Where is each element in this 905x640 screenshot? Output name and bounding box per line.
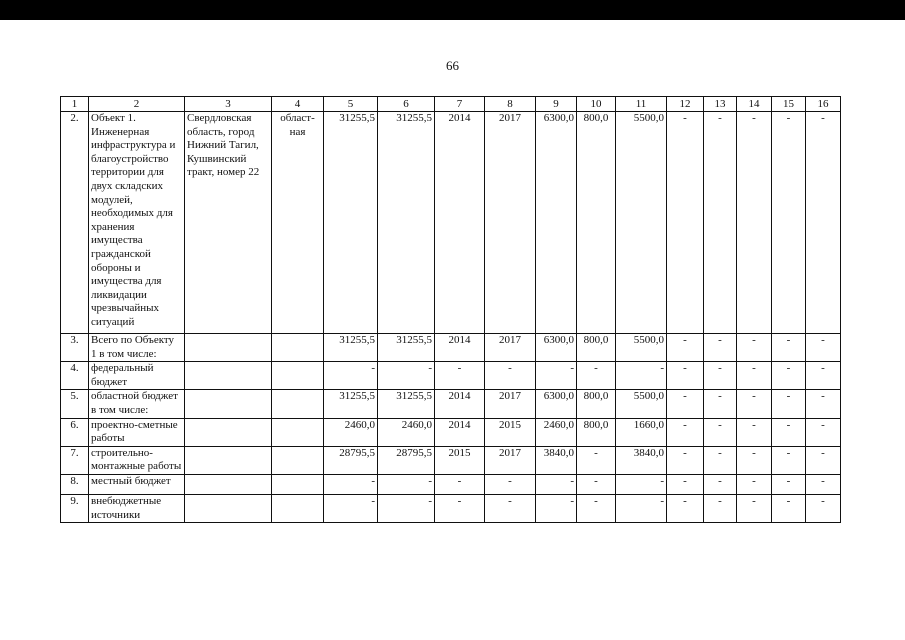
value-2017-cell: - xyxy=(667,362,704,390)
row-number-cell: 2. xyxy=(61,112,89,334)
column-header: 10 xyxy=(577,97,616,112)
value-2019-cell: - xyxy=(737,390,772,418)
budget-level-cell: област-ная xyxy=(272,112,324,334)
table-row xyxy=(61,390,841,418)
end-year-cell: 2015 xyxy=(485,418,536,446)
column-header: 15 xyxy=(772,97,806,112)
value-2015-cell: 800,0 xyxy=(577,390,616,418)
end-year-cell: 2017 xyxy=(485,334,536,362)
value-2020-cell: - xyxy=(772,112,806,334)
value-2014-cell: 6300,0 xyxy=(536,390,577,418)
row-number-cell: 8. xyxy=(61,474,89,494)
object-name-cell: внебюджетные источники xyxy=(89,494,185,522)
column-header: 9 xyxy=(536,97,577,112)
row-number-cell: 4. xyxy=(61,362,89,390)
value-2014-cell: 6300,0 xyxy=(536,334,577,362)
column-header: 7 xyxy=(435,97,485,112)
column-header: 14 xyxy=(737,97,772,112)
start-year-cell: 2014 xyxy=(435,390,485,418)
value-2015-cell: - xyxy=(577,362,616,390)
value-2017-cell: - xyxy=(667,446,704,474)
value-2020-cell: - xyxy=(772,474,806,494)
value-2017-cell: - xyxy=(667,474,704,494)
value-2019-cell: - xyxy=(737,362,772,390)
budget-level-cell xyxy=(272,390,324,418)
value-2014-cell: 2460,0 xyxy=(536,418,577,446)
value-2014-cell: 6300,0 xyxy=(536,112,577,334)
column-header: 12 xyxy=(667,97,704,112)
location-cell xyxy=(185,390,272,418)
value-2015-cell: - xyxy=(577,494,616,522)
value-2014-cell: - xyxy=(536,362,577,390)
column-header: 16 xyxy=(806,97,841,112)
value-2015-cell: 800,0 xyxy=(577,334,616,362)
location-cell xyxy=(185,362,272,390)
value-2021-cell: - xyxy=(806,334,841,362)
object-name-cell: областной бюджет в том числе: xyxy=(89,390,185,418)
value-2017-cell: - xyxy=(667,494,704,522)
value-2016-cell: 5500,0 xyxy=(616,334,667,362)
table-row xyxy=(61,446,841,474)
value-2020-cell: - xyxy=(772,334,806,362)
object-name-cell: строительно-монтажные работы xyxy=(89,446,185,474)
estimated-cost-cell: 31255,5 xyxy=(378,334,435,362)
start-year-cell: - xyxy=(435,362,485,390)
value-2018-cell: - xyxy=(704,390,737,418)
table-header-row xyxy=(61,97,841,112)
estimated-cost-cell: 28795,5 xyxy=(378,446,435,474)
column-header: 1 xyxy=(61,97,89,112)
start-year-cell: 2015 xyxy=(435,446,485,474)
value-2018-cell: - xyxy=(704,112,737,334)
value-2017-cell: - xyxy=(667,390,704,418)
start-year-cell: 2014 xyxy=(435,112,485,334)
value-2021-cell: - xyxy=(806,112,841,334)
estimated-cost-cell: 31255,5 xyxy=(378,112,435,334)
value-2020-cell: - xyxy=(772,446,806,474)
value-2019-cell: - xyxy=(737,494,772,522)
value-2021-cell: - xyxy=(806,446,841,474)
value-2016-cell: - xyxy=(616,474,667,494)
budget-level-cell xyxy=(272,446,324,474)
value-2016-cell: 5500,0 xyxy=(616,112,667,334)
value-2017-cell: - xyxy=(667,112,704,334)
end-year-cell: 2017 xyxy=(485,390,536,418)
column-header: 6 xyxy=(378,97,435,112)
value-2018-cell: - xyxy=(704,334,737,362)
object-name-cell: проектно-сметные работы xyxy=(89,418,185,446)
row-number-cell: 7. xyxy=(61,446,89,474)
value-2016-cell: - xyxy=(616,494,667,522)
estimated-cost-cell: - xyxy=(378,362,435,390)
value-2020-cell: - xyxy=(772,390,806,418)
total-cost-cell: - xyxy=(324,474,378,494)
column-header: 3 xyxy=(185,97,272,112)
location-cell xyxy=(185,334,272,362)
value-2018-cell: - xyxy=(704,418,737,446)
value-2021-cell: - xyxy=(806,390,841,418)
value-2015-cell: - xyxy=(577,474,616,494)
budget-level-cell xyxy=(272,474,324,494)
row-number-cell: 3. xyxy=(61,334,89,362)
estimated-cost-cell: 31255,5 xyxy=(378,390,435,418)
end-year-cell: 2017 xyxy=(485,112,536,334)
value-2020-cell: - xyxy=(772,494,806,522)
table-row xyxy=(61,418,841,446)
value-2015-cell: 800,0 xyxy=(577,418,616,446)
table-row xyxy=(61,362,841,390)
value-2019-cell: - xyxy=(737,418,772,446)
value-2015-cell: 800,0 xyxy=(577,112,616,334)
scan-border xyxy=(0,0,905,20)
object-name-cell: федеральный бюджет xyxy=(89,362,185,390)
value-2015-cell: - xyxy=(577,446,616,474)
start-year-cell: 2014 xyxy=(435,334,485,362)
table-row xyxy=(61,334,841,362)
value-2014-cell: - xyxy=(536,494,577,522)
column-header: 8 xyxy=(485,97,536,112)
end-year-cell: - xyxy=(485,362,536,390)
start-year-cell: - xyxy=(435,474,485,494)
value-2016-cell: 5500,0 xyxy=(616,390,667,418)
budget-level-cell xyxy=(272,418,324,446)
value-2017-cell: - xyxy=(667,334,704,362)
location-cell xyxy=(185,494,272,522)
value-2019-cell: - xyxy=(737,334,772,362)
location-cell xyxy=(185,418,272,446)
value-2014-cell: - xyxy=(536,474,577,494)
value-2020-cell: - xyxy=(772,362,806,390)
column-header: 4 xyxy=(272,97,324,112)
total-cost-cell: 2460,0 xyxy=(324,418,378,446)
value-2019-cell: - xyxy=(737,474,772,494)
value-2019-cell: - xyxy=(737,446,772,474)
data-table xyxy=(60,96,841,523)
column-header: 11 xyxy=(616,97,667,112)
total-cost-cell: 31255,5 xyxy=(324,112,378,334)
total-cost-cell: - xyxy=(324,494,378,522)
page-number: 66 xyxy=(446,58,459,73)
end-year-cell: 2017 xyxy=(485,446,536,474)
table-body xyxy=(61,112,841,523)
end-year-cell: - xyxy=(485,494,536,522)
value-2014-cell: 3840,0 xyxy=(536,446,577,474)
column-header: 2 xyxy=(89,97,185,112)
budget-level-cell xyxy=(272,494,324,522)
row-number-cell: 6. xyxy=(61,418,89,446)
value-2018-cell: - xyxy=(704,362,737,390)
row-number-cell: 5. xyxy=(61,390,89,418)
location-cell: Свердловская область, город Нижний Тагил, Кушвинский тракт, номер 22 xyxy=(185,112,272,334)
table-row xyxy=(61,494,841,522)
estimated-cost-cell: - xyxy=(378,474,435,494)
budget-level-cell xyxy=(272,334,324,362)
value-2021-cell: - xyxy=(806,494,841,522)
total-cost-cell: 31255,5 xyxy=(324,390,378,418)
start-year-cell: - xyxy=(435,494,485,522)
location-cell xyxy=(185,446,272,474)
total-cost-cell: - xyxy=(324,362,378,390)
value-2016-cell: 3840,0 xyxy=(616,446,667,474)
table-row xyxy=(61,474,841,494)
value-2018-cell: - xyxy=(704,494,737,522)
value-2017-cell: - xyxy=(667,418,704,446)
table-row xyxy=(61,112,841,334)
budget-level-cell xyxy=(272,362,324,390)
object-name-cell: местный бюджет xyxy=(89,474,185,494)
estimated-cost-cell: 2460,0 xyxy=(378,418,435,446)
start-year-cell: 2014 xyxy=(435,418,485,446)
value-2018-cell: - xyxy=(704,474,737,494)
value-2018-cell: - xyxy=(704,446,737,474)
value-2020-cell: - xyxy=(772,418,806,446)
value-2019-cell: - xyxy=(737,112,772,334)
value-2016-cell: 1660,0 xyxy=(616,418,667,446)
end-year-cell: - xyxy=(485,474,536,494)
value-2016-cell: - xyxy=(616,362,667,390)
total-cost-cell: 28795,5 xyxy=(324,446,378,474)
estimated-cost-cell: - xyxy=(378,494,435,522)
object-name-cell: Всего по Объекту 1 в том числе: xyxy=(89,334,185,362)
value-2021-cell: - xyxy=(806,362,841,390)
object-name-cell: Объект 1. Инженерная инфраструктура и благоустройство территории для двух складских модулей, необходимых для хранения имущества гражданской обороны и имущества для ликвидации чрезвычайных ситуаций xyxy=(89,112,185,334)
row-number-cell: 9. xyxy=(61,494,89,522)
column-header: 13 xyxy=(704,97,737,112)
value-2021-cell: - xyxy=(806,474,841,494)
value-2021-cell: - xyxy=(806,418,841,446)
column-header: 5 xyxy=(324,97,378,112)
location-cell xyxy=(185,474,272,494)
total-cost-cell: 31255,5 xyxy=(324,334,378,362)
